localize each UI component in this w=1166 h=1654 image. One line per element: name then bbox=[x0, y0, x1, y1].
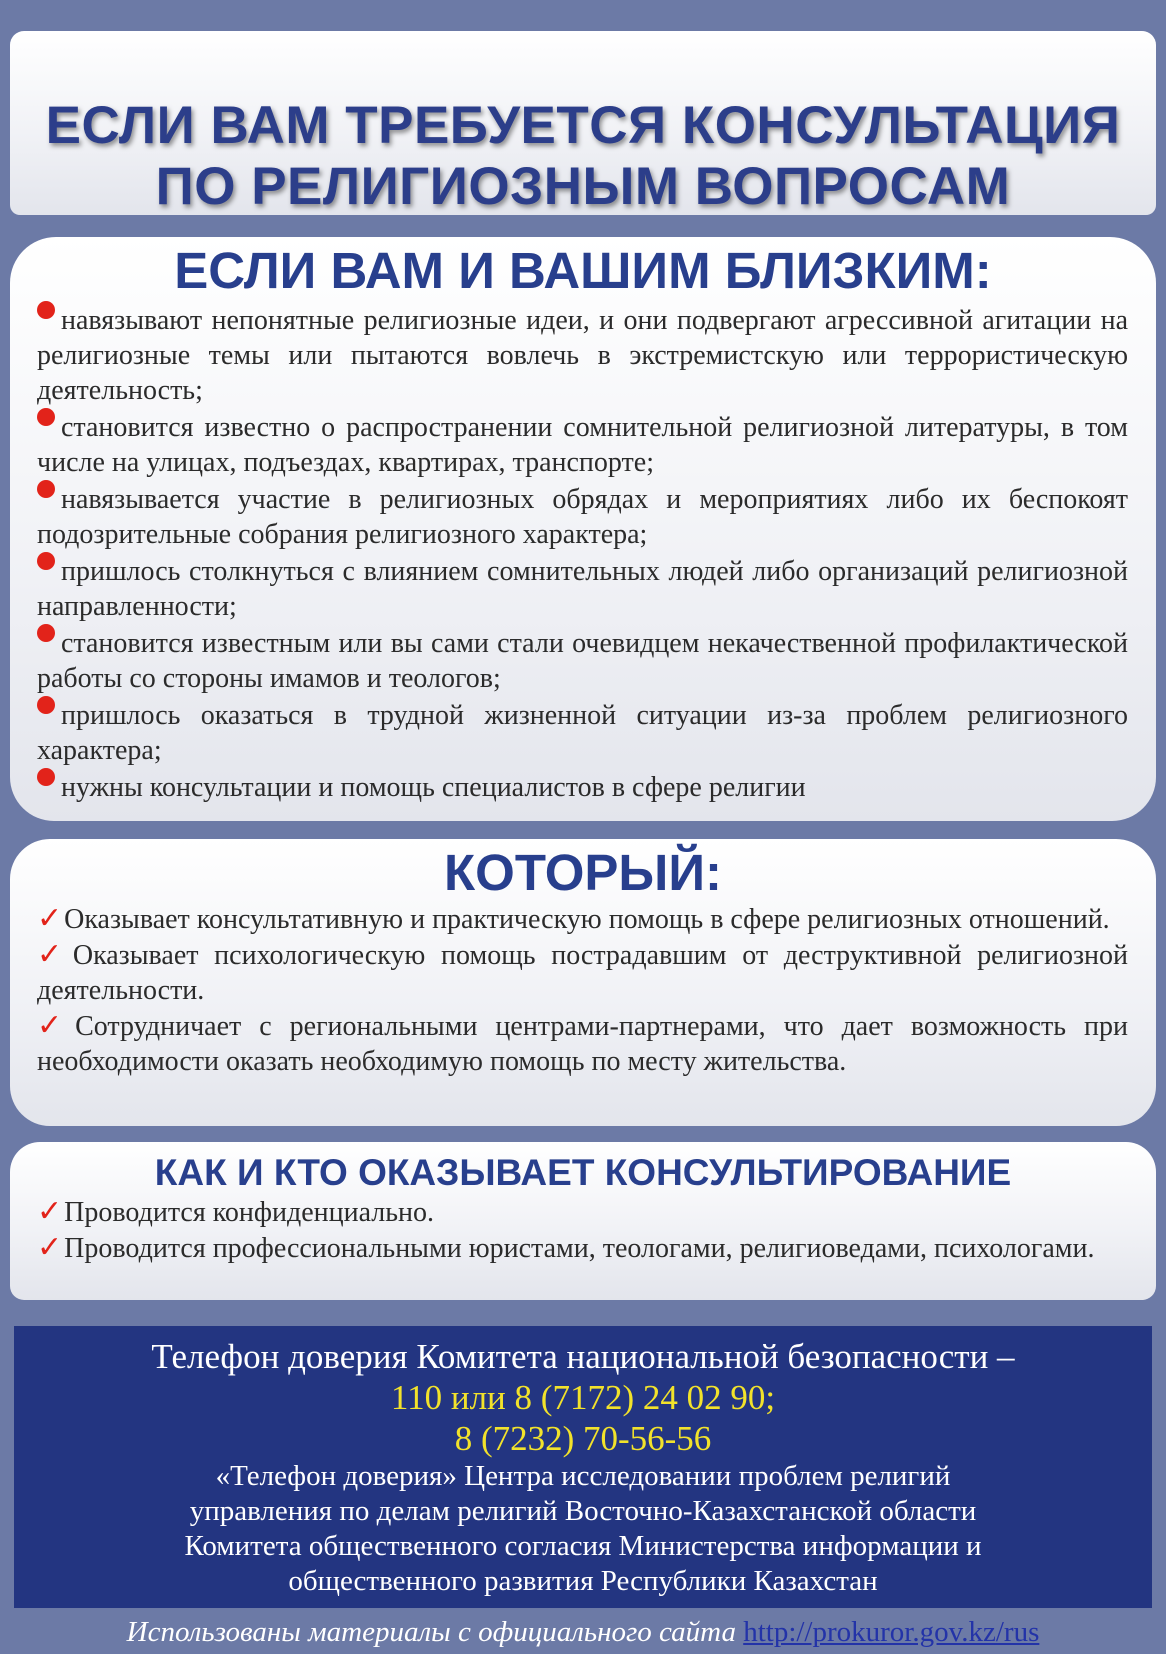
source-link[interactable]: http://prokuror.gov.kz/rus bbox=[743, 1616, 1040, 1648]
list-item-text: Оказывает консультативную и практическую помощь в сфере религиозных отношений. bbox=[64, 904, 1110, 935]
which-panel bbox=[10, 839, 1156, 1126]
which-title: КОТОРЫЙ: bbox=[444, 844, 722, 901]
how-list bbox=[10, 1194, 1156, 1266]
list-item bbox=[37, 301, 1128, 408]
header-panel bbox=[10, 31, 1156, 215]
list-item bbox=[37, 937, 1128, 1008]
intro-list bbox=[10, 301, 1156, 805]
how-panel bbox=[10, 1142, 1156, 1300]
list-item-text: Сотрудничает с региональными центрами-партнерами, что дает возможность при необходимости оказать необходимую помощь по месту жительства. bbox=[37, 1011, 1128, 1077]
list-item bbox=[37, 1008, 1128, 1079]
red-dot-icon bbox=[37, 480, 55, 498]
which-list bbox=[10, 901, 1156, 1079]
list-item-text: навязывают непонятные религиозные идеи, и они подвергают агрессивной агитации на религиозные темы или пытаются вовлечь в экстремистскую или террористическую деятельность; bbox=[37, 305, 1128, 406]
red-check-icon: ✓ bbox=[37, 1230, 63, 1265]
list-item bbox=[37, 1230, 1128, 1266]
contact-description-line: общественного развития Республики Казахстан bbox=[288, 1565, 878, 1597]
red-check-icon: ✓ bbox=[37, 1194, 63, 1229]
red-check-icon: ✓ bbox=[37, 937, 71, 972]
contact-description-line: Комитета общественного согласия Министерства информации и bbox=[184, 1530, 982, 1562]
red-dot-icon bbox=[37, 408, 55, 426]
contact-description-line: «Телефон доверия» Центра исследовании проблем религий bbox=[215, 1460, 951, 1492]
page-title-line2: ПО РЕЛИГИОЗНЫМ ВОПРОСАМ bbox=[155, 157, 1011, 216]
list-item-text: навязывается участие в религиозных обрядах и мероприятиях либо их беспокоят подозрительные собрания религиозного характера; bbox=[37, 484, 1128, 550]
page-title-line1: ЕСЛИ ВАМ ТРЕБУЕТСЯ КОНСУЛЬТАЦИЯ bbox=[45, 96, 1121, 155]
red-check-icon: ✓ bbox=[37, 901, 63, 936]
list-item-text: Проводится конфиденциально. bbox=[64, 1197, 435, 1228]
list-item-text: Оказывает психологическую помощь пострадавшим от деструктивной религиозной деятельности. bbox=[37, 940, 1129, 1006]
list-item-text: Проводится профессиональными юристами, теологами, религиоведами, психологами. bbox=[64, 1233, 1095, 1264]
intro-title: ЕСЛИ ВАМ И ВАШИМ БЛИЗКИМ: bbox=[174, 242, 992, 299]
list-item bbox=[37, 408, 1128, 480]
list-item bbox=[37, 696, 1128, 768]
red-check-icon: ✓ bbox=[37, 1008, 74, 1043]
list-item bbox=[37, 768, 1128, 805]
list-item bbox=[37, 624, 1128, 696]
contact-box bbox=[14, 1326, 1152, 1608]
list-item-text: пришлось оказаться в трудной жизненной ситуации из-за проблем религиозного характера; bbox=[37, 700, 1128, 766]
red-dot-icon bbox=[37, 696, 55, 714]
red-dot-icon bbox=[37, 768, 55, 786]
contact-description-line: управления по делам религий Восточно-Казахстанской области bbox=[189, 1495, 977, 1527]
footer bbox=[0, 1614, 1166, 1650]
list-item-text: нужны консультации и помощь специалистов в сфере религии bbox=[61, 772, 806, 803]
list-item bbox=[37, 1194, 1128, 1230]
footer-text: Использованы материалы с официального сайта bbox=[126, 1616, 744, 1648]
hotline-label: Телефон доверия Комитета национальной безопасности – bbox=[151, 1337, 1015, 1376]
list-item bbox=[37, 901, 1128, 937]
how-title: КАК И КТО ОКАЗЫВАЕТ КОНСУЛЬТИРОВАНИЕ bbox=[154, 1152, 1012, 1193]
red-dot-icon bbox=[37, 624, 55, 642]
list-item-text: становится известным или вы сами стали очевидцем некачественной профилактической работы со стороны имамов и теологов; bbox=[37, 628, 1128, 694]
list-item bbox=[37, 552, 1128, 624]
list-item-text: пришлось столкнуться с влиянием сомнительных людей либо организаций религиозной направленности; bbox=[37, 556, 1128, 622]
intro-panel bbox=[10, 237, 1156, 821]
list-item-text: становится известно о распространении сомнительной религиозной литературы, в том числе на улицах, подъездах, квартирах, транспорте; bbox=[37, 412, 1128, 478]
red-dot-icon bbox=[37, 301, 55, 319]
red-dot-icon bbox=[37, 552, 55, 570]
phone-number-secondary: 8 (7232) 70-56-56 bbox=[454, 1419, 712, 1458]
list-item bbox=[37, 480, 1128, 552]
page-title bbox=[10, 95, 1156, 217]
phone-number-primary: 110 или 8 (7172) 24 02 90; bbox=[390, 1378, 776, 1417]
